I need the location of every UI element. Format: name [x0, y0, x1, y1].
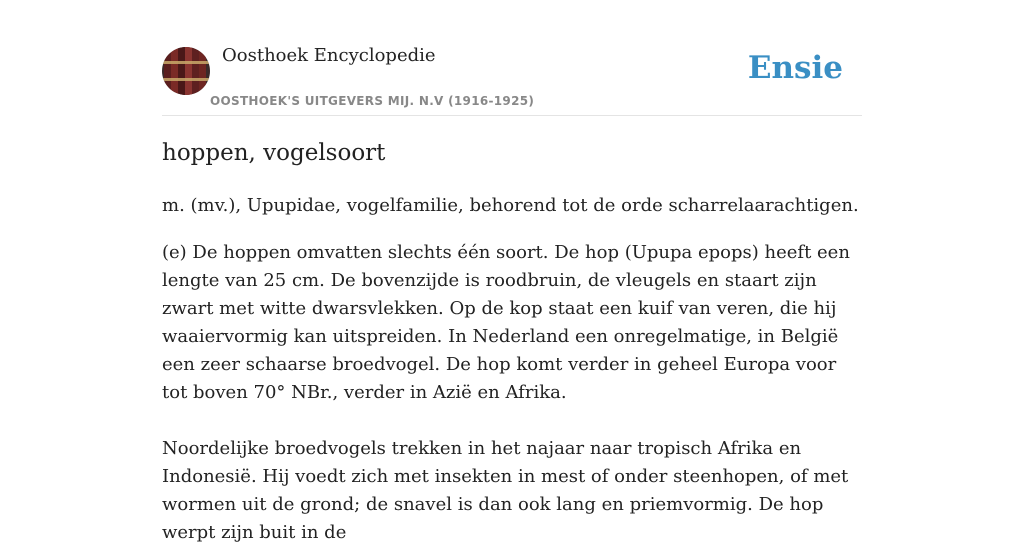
- article-title: hoppen, vogelsoort: [162, 140, 386, 166]
- article-paragraph: Noordelijke broedvogels trekken in het najaar naar tropisch Afrika en Indonesië. Hij voedt zich met insekten in mest of onder steenhopen, of met wormen uit de grond; de snavel is dan ook lang en priemvormig. De hop werpt zijn buit in de: [162, 438, 849, 543]
- publication-subtitle: OOSTHOEK'S UITGEVERS MIJ. N.V (1916-1925): [210, 94, 535, 108]
- publication-title[interactable]: Oosthoek Encyclopedie: [222, 45, 436, 66]
- article-paragraph: (e) De hoppen omvatten slechts één soort. De hop (Upupa epops) heeft een lengte van 25 cm. De bovenzijde is roodbruin, de vleugels en staart zijn zwart met witte dwarsvlekken. Op de kop staat een kuif van veren, die hij waaiervormig kan uitspreiden. In Nederland een onregelmatige, in België een zeer schaarse broedvogel. De hop komt verder in geheel Europa voor tot boven 70° NBr., verder in Azië en Afrika.: [162, 242, 850, 403]
- article-paragraph: m. (mv.), Upupidae, vogelfamilie, behorend tot de orde scharrelaarachtigen.: [162, 195, 859, 216]
- publication-avatar[interactable]: [162, 47, 210, 95]
- ensie-logo-link[interactable]: Ensie: [747, 50, 843, 86]
- header: [162, 0, 862, 116]
- page: [162, 0, 862, 543]
